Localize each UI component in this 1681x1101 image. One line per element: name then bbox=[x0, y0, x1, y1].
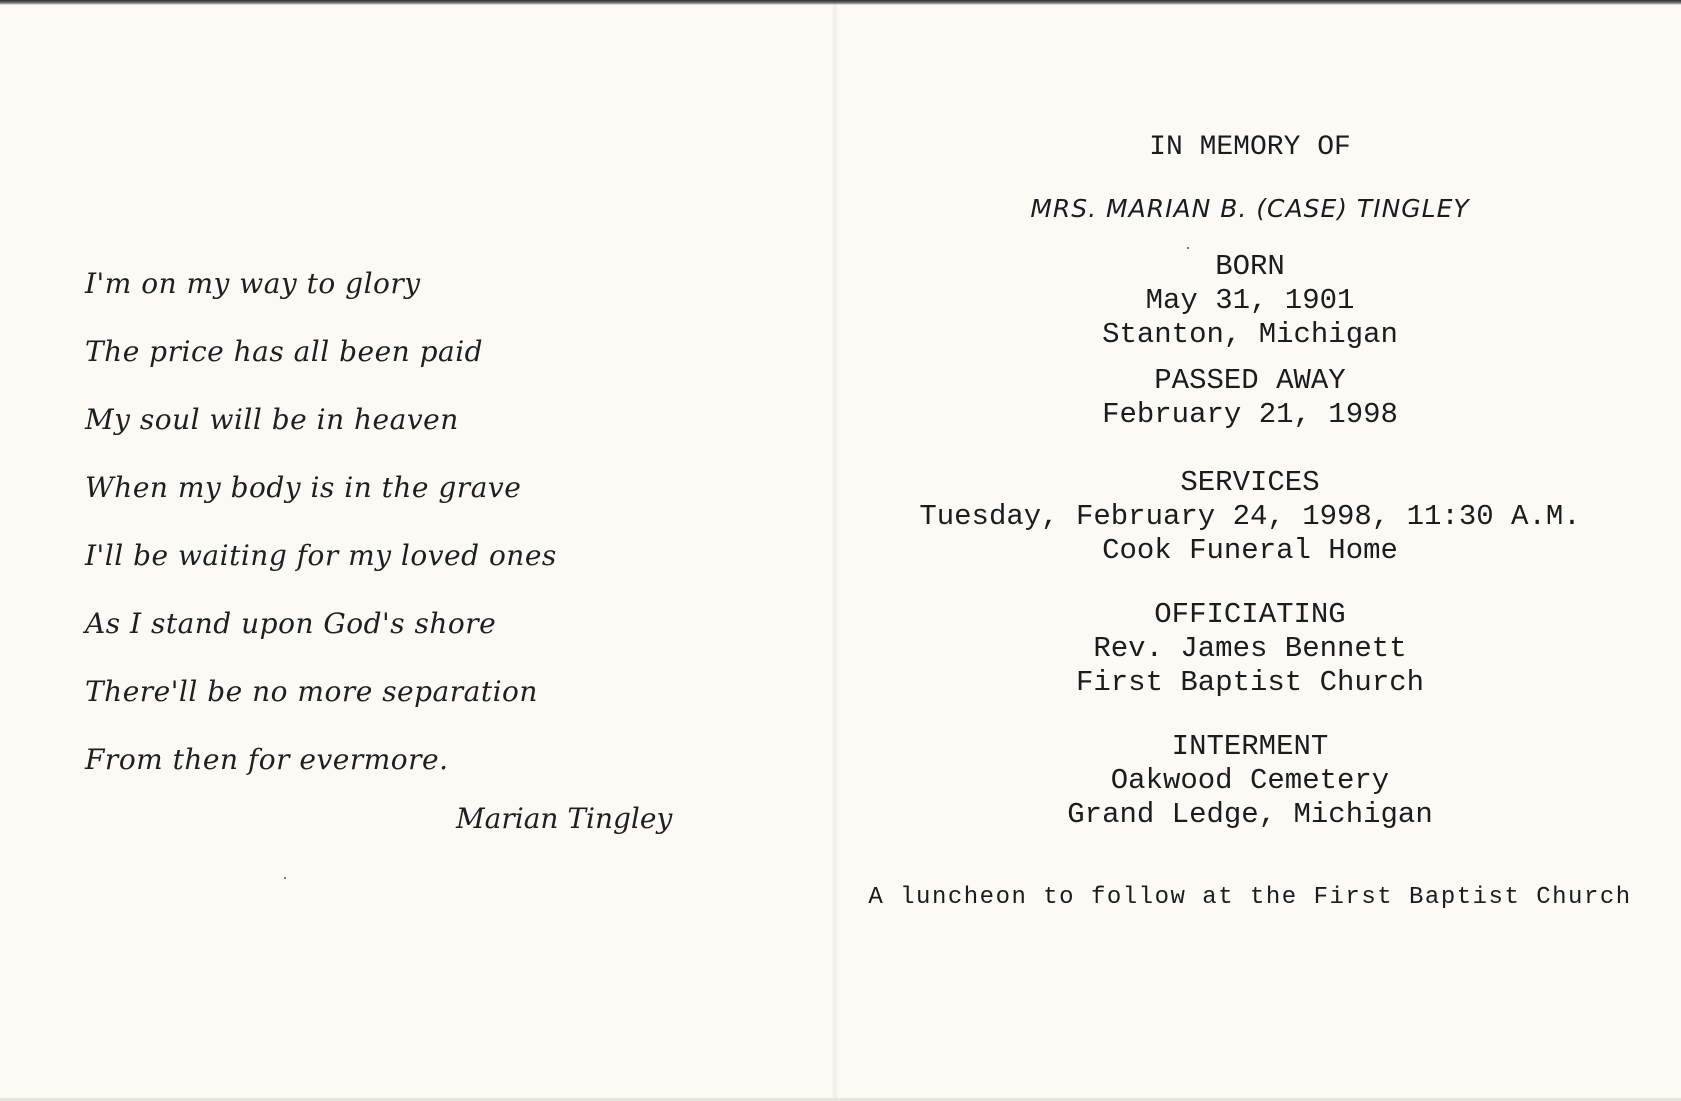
poem-line: From then for evermore. bbox=[85, 743, 449, 776]
services-datetime: Tuesday, February 24, 1998, 11:30 A.M. bbox=[919, 500, 1581, 533]
passed-label: PASSED AWAY bbox=[1154, 364, 1346, 397]
luncheon-note: A luncheon to follow at the First Baptist Church bbox=[868, 884, 1632, 911]
officiant-name: Rev. James Bennett bbox=[1093, 632, 1407, 665]
poem-line: My soul will be in heaven bbox=[85, 403, 459, 436]
services-section bbox=[855, 466, 1645, 568]
interment-label: INTERMENT bbox=[1171, 730, 1329, 763]
interment-cemetery: Oakwood Cemetery bbox=[1110, 764, 1390, 797]
interment-section bbox=[855, 730, 1645, 832]
poem-line: I'll be waiting for my loved ones bbox=[85, 539, 557, 572]
card-top-edge bbox=[0, 0, 1681, 5]
card-fold bbox=[832, 0, 838, 1101]
officiant-church: First Baptist Church bbox=[1075, 666, 1425, 699]
born-label: BORN bbox=[1215, 250, 1285, 283]
memorial-details bbox=[855, 130, 1645, 914]
born-section bbox=[855, 250, 1645, 352]
poem-line: There'll be no more separation bbox=[85, 675, 538, 708]
paper-speck bbox=[284, 877, 286, 879]
poem-line: As I stand upon God's shore bbox=[85, 607, 497, 640]
services-place: Cook Funeral Home bbox=[1102, 534, 1398, 567]
poem-signature: Marian Tingley bbox=[456, 802, 673, 835]
born-date: May 31, 1901 bbox=[1145, 284, 1355, 317]
services-label: SERVICES bbox=[1180, 466, 1320, 499]
poem-line: The price has all been paid bbox=[85, 335, 484, 368]
officiating-section bbox=[855, 598, 1645, 700]
paper-speck bbox=[1187, 247, 1189, 249]
born-place: Stanton, Michigan bbox=[1102, 318, 1398, 351]
poem bbox=[85, 258, 785, 802]
memorial-heading: IN MEMORY OF bbox=[1149, 132, 1351, 163]
poem-line: When my body is in the grave bbox=[85, 471, 522, 504]
passed-section bbox=[855, 364, 1645, 432]
interment-place: Grand Ledge, Michigan bbox=[1067, 798, 1433, 831]
passed-date: February 21, 1998 bbox=[1102, 398, 1398, 431]
deceased-name: MRS. MARIAN B. (CASE) TINGLEY bbox=[1030, 194, 1470, 223]
poem-line: I'm on my way to glory bbox=[85, 267, 421, 300]
officiating-label: OFFICIATING bbox=[1154, 598, 1346, 631]
